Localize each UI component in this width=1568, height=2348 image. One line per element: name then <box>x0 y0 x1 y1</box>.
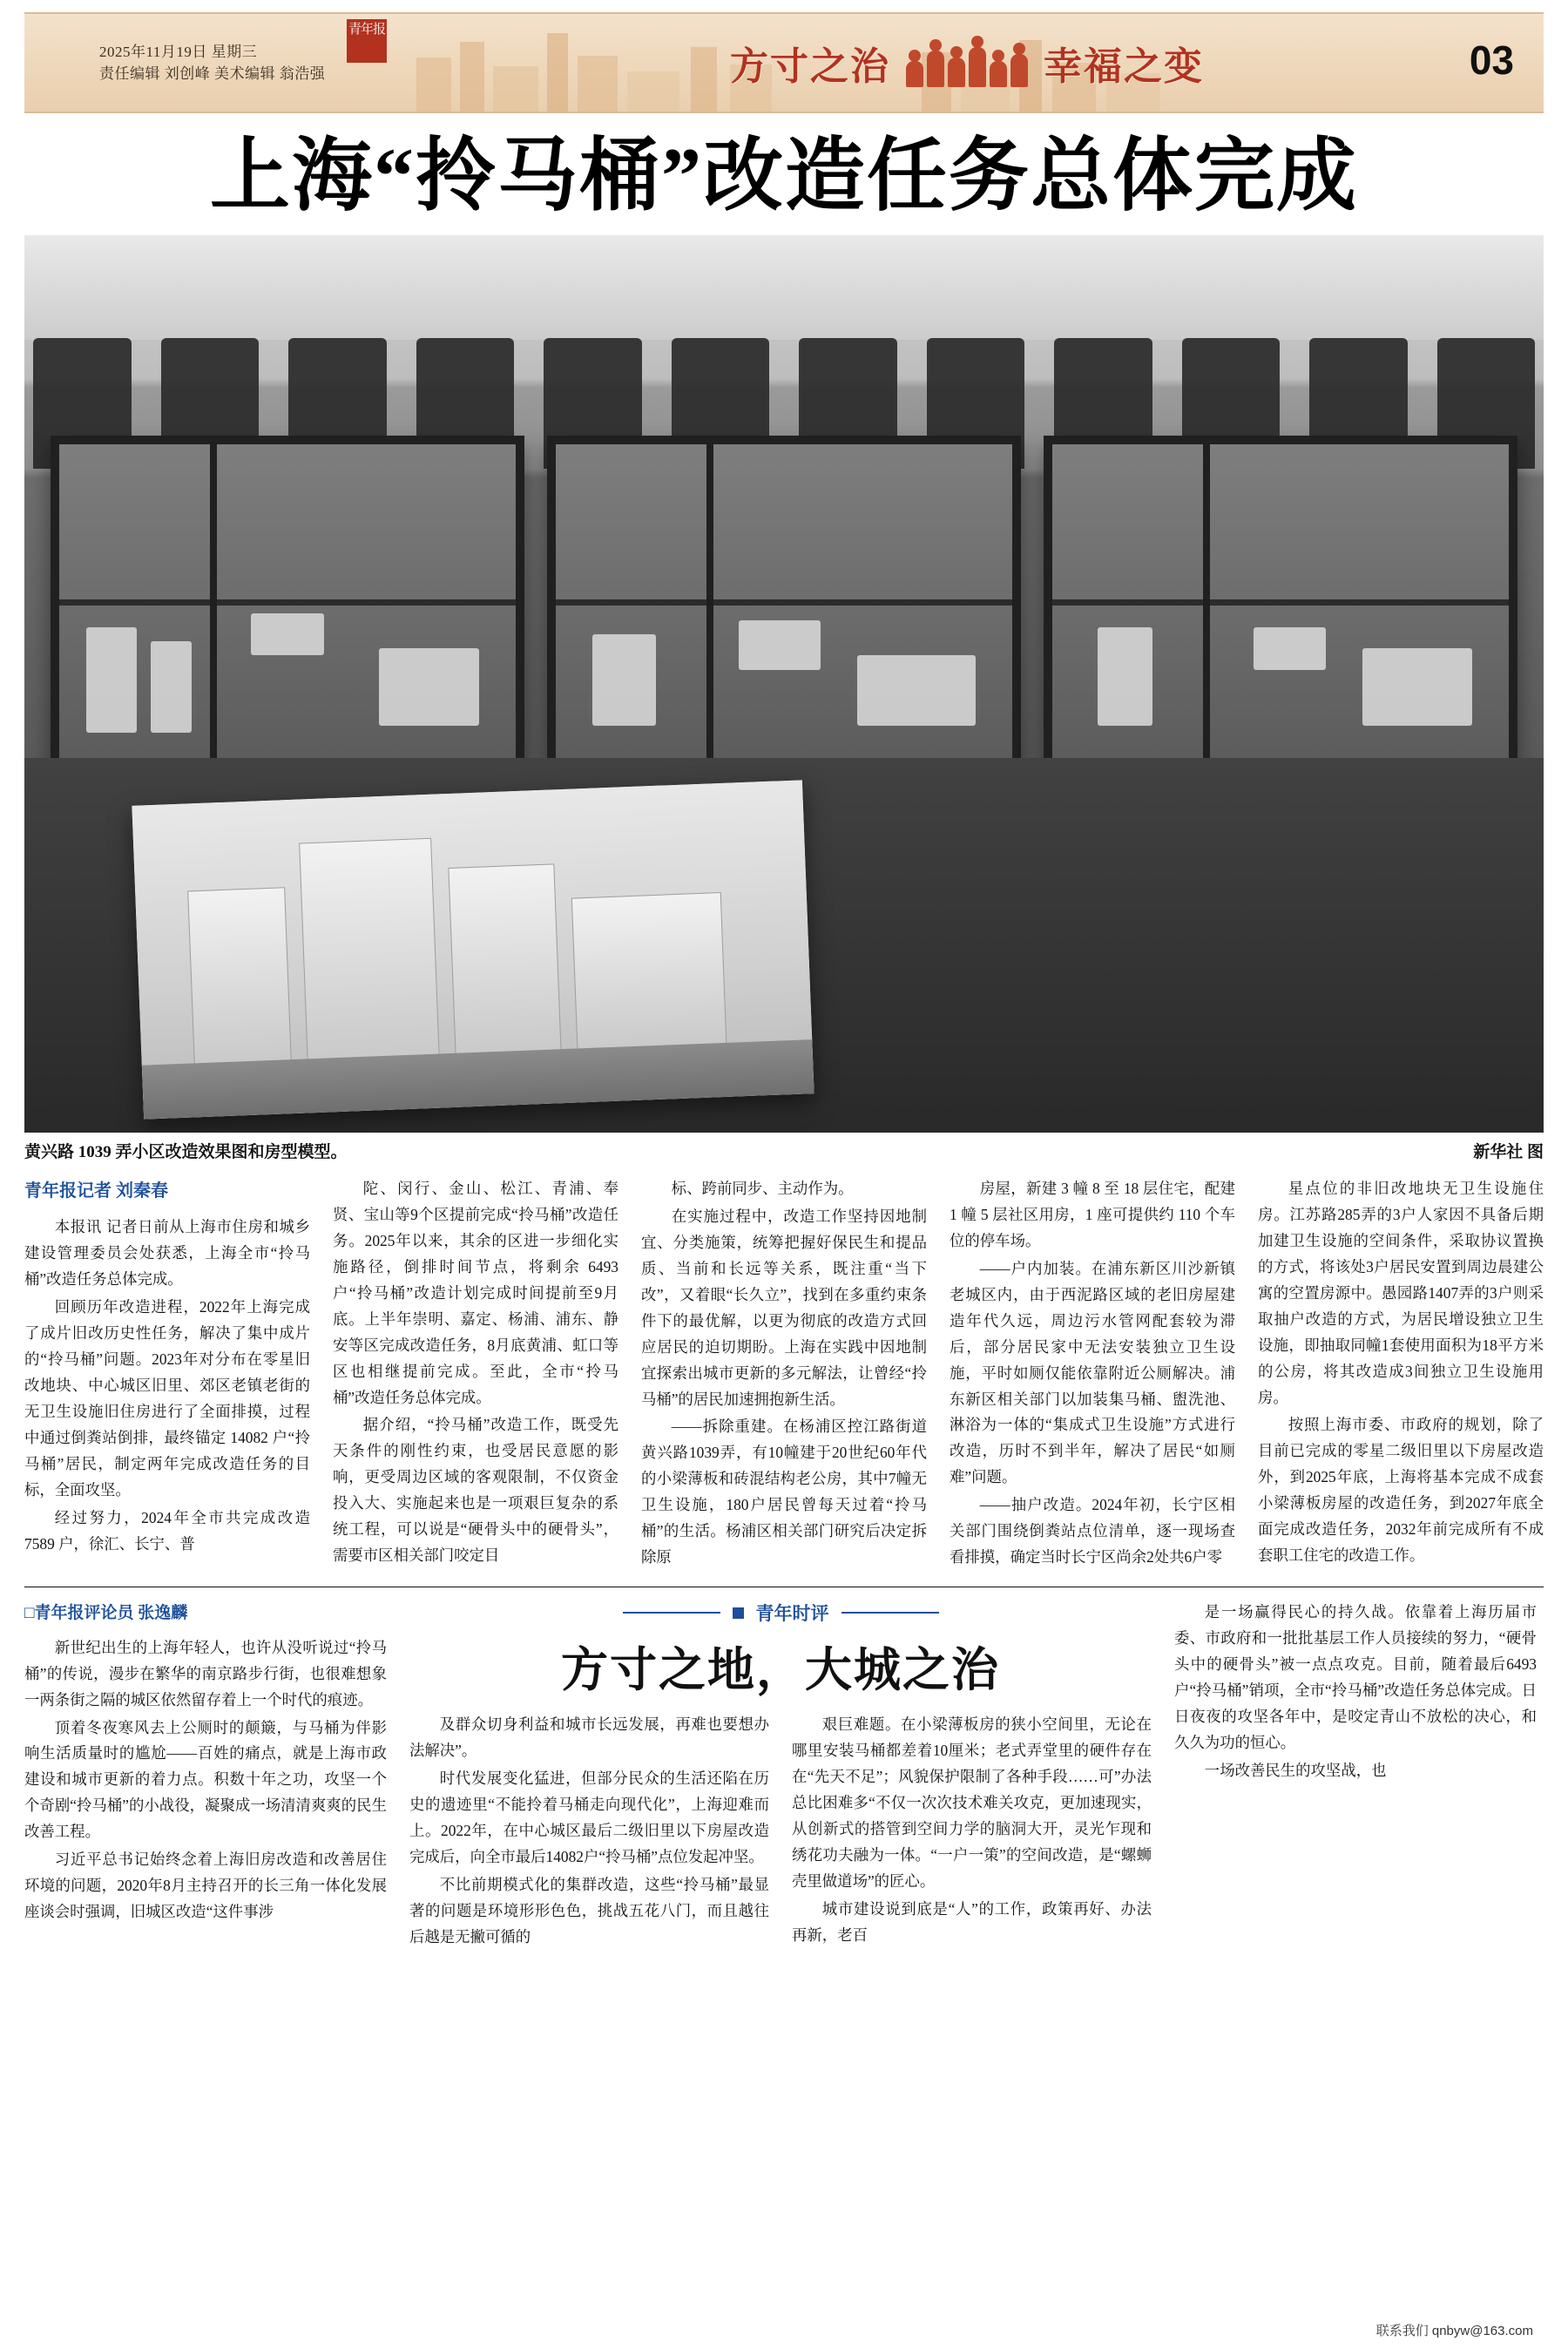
tag-rule-left <box>623 1612 720 1614</box>
paragraph: 城市建设说到底是“人”的工作，政策再好、办法再新，老百 <box>792 1899 1152 1944</box>
article-column-1 <box>24 1176 310 1573</box>
commentary-tag-label: 青年时评 <box>755 1603 829 1625</box>
photo-scene <box>24 235 1544 1133</box>
commentary-section <box>24 1600 1544 1952</box>
paragraph: 一场改善民生的攻坚战，也 <box>1204 1761 1387 1779</box>
paragraph: 回顾历年改造进程，2022年上海完成了成片旧改历史性任务，解决了集中成片的“拎马桶”问题。2023年对分布在零星旧改地块、中心城区旧里、郊区老镇老街的无卫生设施旧住房进行了全面排摸，过程中通过倒粪站倒排，最终锚定 14082 户“拎马桶”居民，制定两年完成改造任务的目标，全面攻坚。 <box>24 1298 310 1499</box>
masthead-title-right: 幸福之变 <box>1044 45 1204 88</box>
paragraph: 在实施过程中，改造工作坚持因地制宜、分类施策，统筹把握好保民生和提品质、当前和长远等关系，既注重“当下改”，又着眼“长久立”，找到在多重约束条件下的最优解，以更为彻底的改造方式回应居民的迫切期盼。上海在实践中因地制宜探索出城市更新的多元解法，让曾经“拎马桶”的居民加速拥抱新生活。 <box>641 1207 927 1408</box>
square-bullet-icon <box>733 1607 744 1619</box>
commentary-columns <box>409 1712 1152 1952</box>
tag-rule-right <box>841 1612 939 1614</box>
masthead-credits <box>24 41 390 85</box>
commentary-byline: □青年报评论员 张逸麟 <box>24 1604 188 1623</box>
photo-house-models <box>24 436 1544 810</box>
commentary-column-1 <box>24 1600 387 1952</box>
article-column-2 <box>333 1176 618 1573</box>
paragraph: 标、跨前同步、主动作为。 <box>671 1180 854 1197</box>
photo-caption-row <box>24 1139 1544 1162</box>
paragraph: ——抽户改造。2024年初，长宁区相关部门围绕倒粪站点位清单，逐一现场查看排摸，确定当时长宁区尚余2处共6户零 <box>950 1496 1235 1566</box>
paragraph: 及群众切身利益和城市长远发展，再难也要想办法解决”。 <box>409 1715 769 1759</box>
photo-caption: 黄兴路 1039 弄小区改造效果图和房型模型。 <box>24 1143 348 1161</box>
paragraph: 星点位的非旧改地块无卫生设施住房。江苏路285弄的3户人家因不具备后期加建卫生设施的空间条件，采取协议置换的方式，将该处3户居民安置到周边晨建公寓的空置房源中。愚园路1407弄的3户则采取抽户改造的方式，为居民增设独立卫生设施，即抽取同幢1套使用面积为18平方米的公房，将其改造成3间独立卫生设施用房。 <box>1258 1180 1544 1406</box>
article-body <box>24 1176 1544 1573</box>
paragraph: 新世纪出生的上海年轻人，也许从没听说过“拎马桶”的传说，漫步在繁华的南京路步行街，也很难想象一两条街之隔的城区依然留存着上一个时代的痕迹。 <box>24 1638 387 1709</box>
masthead-date: 2025年11月19日 星期三 <box>99 43 258 60</box>
newspaper-seal: 青年报 <box>347 19 387 63</box>
paragraph: 经过努力，2024年全市共完成改造 7589 户，徐汇、长宁、普 <box>24 1508 310 1553</box>
paragraph: 按照上海市委、市政府的规划，除了目前已完成的零星二级旧里以下房屋改造外，到2025年底，上海将基本完成不成套小梁薄板房屋的改造任务，到2027年底全面完成改造任务，2032年前完成所有不成套职工住宅的改造工作。 <box>1258 1416 1544 1565</box>
masthead-editors: 责任编辑 刘创峰 美术编辑 翁浩强 <box>99 65 326 82</box>
lead-photo <box>24 235 1544 1133</box>
paragraph: 习近平总书记始终念着上海旧房改造和改善居住环境的问题，2020年8月主持召开的长三角一体化发展座谈会时强调，旧城区改造“这件事涉 <box>24 1851 387 1921</box>
masthead-title-left: 方寸之治 <box>730 45 890 88</box>
commentary-title: 方寸之地，大城之治 <box>561 1644 1000 1697</box>
paragraph: 是一场赢得民心的持久战。依靠着上海历届市委、市政府和一批批基层工作人员接续的努力，“硬骨头中的硬骨头”被一点点攻克。目前，随着最后6493户“拎马桶”销项，全市“拎马桶”改造任务总体完成。日日夜夜的攻坚各年中，是咬定青山不放松的决心，和久久为功的恒心。 <box>1174 1603 1537 1751</box>
commentary-column-4 <box>1174 1600 1537 1952</box>
photo-credit: 新华社 图 <box>1473 1143 1544 1161</box>
paragraph: 本报讯 记者日前从上海市住房和城乡建设管理委员会处获悉，上海全市“拎马桶”改造任务总体完成。 <box>24 1218 310 1289</box>
article-column-3 <box>641 1176 927 1573</box>
page-number: 03 <box>1469 37 1514 83</box>
paragraph: 艰巨难题。在小梁薄板房的狭小空间里，无论在哪里安装马桶都差着10厘米；老式弄堂里的硬件存在在“先天不足”；风貌保护限制了各种手段……可”办法总比困难多“不仅一次次技术难关攻克，更加速现实，从创新式的搭管到空间力学的脑洞大开，灵光乍现和绣花功夫融为一体。“一户一策”的空间改造，是“螺蛳壳里做道场”的匠心。 <box>792 1715 1152 1890</box>
people-figures-icon <box>906 38 1028 87</box>
paragraph: ——户内加装。在浦东新区川沙新镇老城区内，由于西泥路区域的老旧房屋建造年代久远，周边污水管网配套较为滞后，部分居民家中无法安装独立卫生设施，平时如厕仅能依靠附近公厕解决。浦东新区相关部门以加装集马桶、盥洗池、淋浴为一体的“集成式卫生设施”方式进行改造，历时不到半年，解决了居民“如厕难”问题。 <box>950 1259 1235 1486</box>
paragraph: 不比前期模式化的集群改造，这些“拎马桶”最显著的问题是环境形形色色，挑战五花八门，而且越往后越是无撇可循的 <box>409 1875 769 1945</box>
contact-footer: 联系我们 qnbyw@163.com <box>1375 2324 1533 2338</box>
photo-render-print <box>132 780 814 1119</box>
masthead-title <box>390 35 1544 91</box>
newspaper-page <box>0 12 1568 2348</box>
photo-ceiling <box>24 235 1544 340</box>
commentary-tag <box>409 1600 1152 1626</box>
paragraph: ——拆除重建。在杨浦区控江路街道黄兴路1039弄，有10幢建于20世纪60年代的小梁薄板和砖混结构老公房，其中7幢无卫生设施，180户居民曾每天过着“拎马桶”的生活。杨浦区相关部门研究后决定拆除原 <box>641 1418 927 1566</box>
commentary-column-2 <box>409 1712 769 1952</box>
article-column-4 <box>950 1176 1235 1573</box>
paragraph: 顶着冬夜寒风去上公厕时的颠簸，与马桶为伴影响生活质量时的尴尬——百姓的痛点，就是上海市政建设和城市更新的着力点。积数十年之功，攻坚一个个奇剧“拎马桶”的小战役，凝聚成一场清清爽爽的民生改善工程。 <box>24 1718 387 1841</box>
commentary-column-3 <box>792 1712 1152 1952</box>
page-title: 上海“拎马桶”改造任务总体完成 <box>209 132 1358 220</box>
article-byline: 青年报记者 刘秦春 <box>24 1181 168 1201</box>
commentary-main <box>409 1600 1152 1952</box>
masthead <box>24 12 1544 113</box>
paragraph: 据介绍，“拎马桶”改造工作，既受先天条件的刚性约束，也受居民意愿的影响，更受周边区域的客观限制，不仅资金投入大、实施起来也是一项艰巨复杂的系统工程，可以说是“硬骨头中的硬骨头”，需要市区相关部门咬定目 <box>333 1416 618 1565</box>
paragraph: 时代发展变化猛进，但部分民众的生活还陷在历史的遗迹里“不能拎着马桶走向现代化”，上海迎难而上。2022年，在中心城区最后二级旧里以下房屋改造完成后，向全市最后14082户“拎马桶”点位发起冲坚。 <box>409 1769 769 1865</box>
paragraph: 房屋，新建 3 幢 8 至 18 层住宅，配建 1 幢 5 层社区用房，1 座可提供约 110 个车位的停车场。 <box>950 1180 1235 1249</box>
article-column-5 <box>1258 1176 1544 1573</box>
paragraph: 陀、闵行、金山、松江、青浦、奉贤、宝山等9个区提前完成“拎马桶”改造任务。2025年以来，其余的区进一步细化实施路径，倒排时间节点，将剩余 6493 户“拎马桶”改造计划完成时间提前至9月底。上半年崇明、嘉定、杨浦、浦东、静安等区完成改造任务，8月底黄浦、虹口等区也相继提前完成。至此，全市“拎马桶”改造任务总体完成。 <box>333 1180 618 1406</box>
